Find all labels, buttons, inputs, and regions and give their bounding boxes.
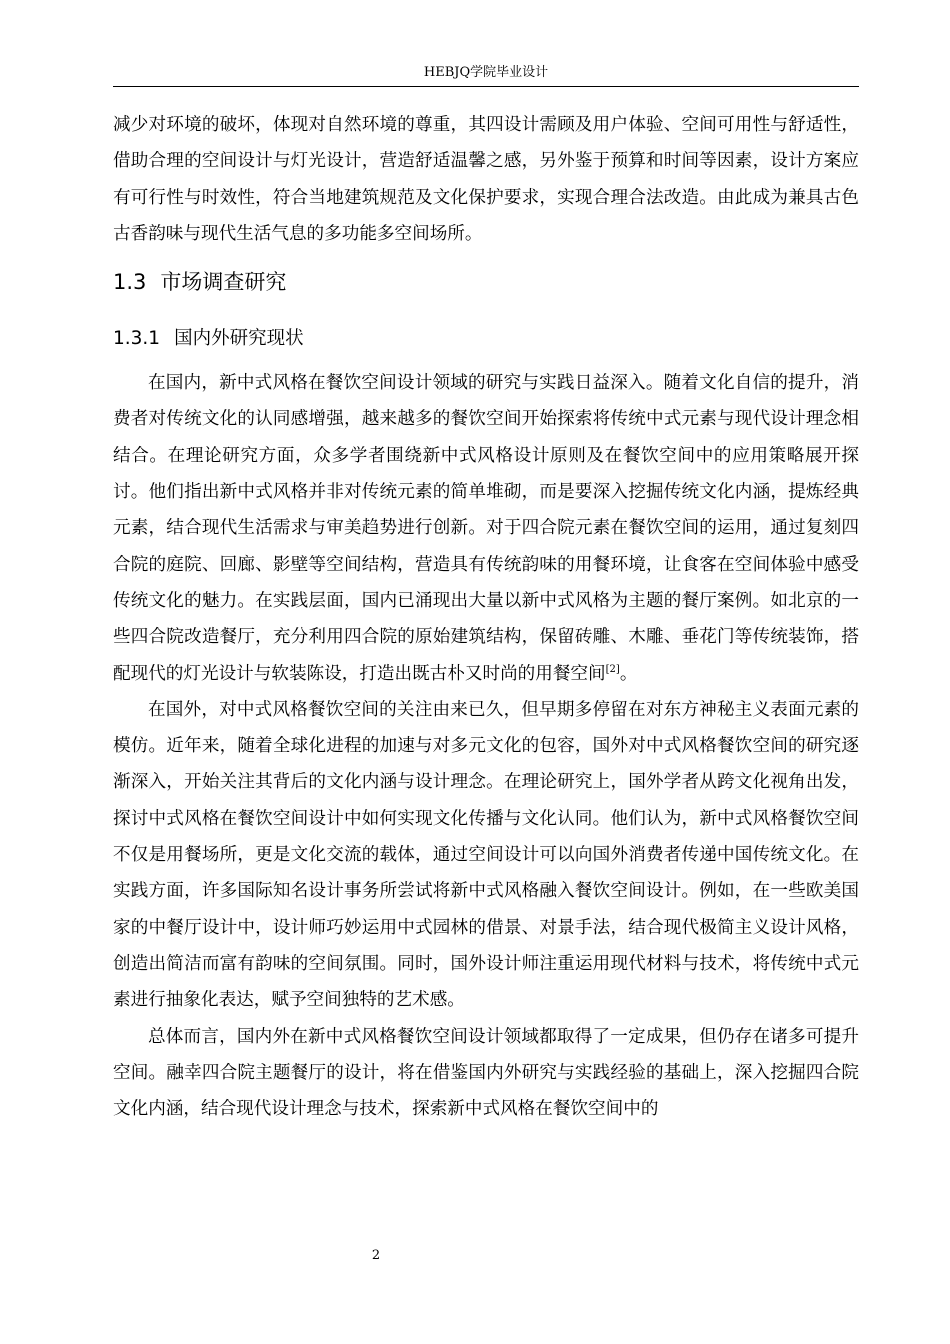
section-number: 1.3 — [113, 270, 147, 295]
subsection-title: 国内外研究现状 — [174, 328, 304, 350]
section-title: 市场调查研究 — [160, 270, 287, 295]
subsection-number: 1.3.1 — [113, 328, 161, 350]
paragraph-domestic — [113, 365, 859, 692]
section-heading-1-3 — [113, 264, 859, 309]
header-rule — [113, 86, 859, 87]
paragraph-domestic-end: 。 — [619, 663, 638, 684]
paragraph-summary: 总体而言，国内外在新中式风格餐饮空间设计领域都取得了一定成果，但仍存在诸多可提升空间。融幸四合院主题餐厅的设计，将在借鉴国内外研究与实践经验的基础上，深入挖掘四合院文化内涵，结合现代设计理念与技术，探索新中式风格在餐饮空间中的 — [113, 1026, 859, 1120]
body-text — [113, 107, 859, 1127]
subsection-heading-1-3-1 — [113, 321, 859, 365]
paragraph-continued: 减少对环境的破坏，体现对自然环境的尊重，其四设计需顾及用户体验、空间可用性与舒适性，借助合理的空间设计与灯光设计，营造舒适温馨之感，另外鉴于预算和时间等因素，设计方案应有可行性与时效性，符合当地建筑规范及文化保护要求，实现合理合法改造。由此成为兼具古色古香韵味与现代生活气息的多功能多空间场所。 — [113, 115, 859, 244]
paragraph-foreign: 在国外，对中式风格餐饮空间的关注由来已久，但早期多停留在对东方神秘主义表面元素的模仿。近年来，随着全球化进程的加速与对多元文化的包容，国外对中式风格餐饮空间的研究逐渐深入，开始关注其背后的文化内涵与设计理念。在理论研究上，国外学者从跨文化视角出发，探讨中式风格在餐饮空间设计中如何实现文化传播与文化认同。他们认为，新中式风格餐饮空间不仅是用餐场所，更是文化交流的载体，通过空间设计可以向国外消费者传递中国传统文化。在实践方面，许多国际知名设计事务所尝试将新中式风格融入餐饮空间设计。例如，在一些欧美国家的中餐厅设计中，设计师巧妙运用中式园林的借景、对景手法，结合现代极简主义设计风格，创造出简洁而富有韵味的空间氛围。同时，国外设计师注重运用现代材料与技术，将传统中式元素进行抽象化表达，赋予空间独特的艺术感。 — [113, 699, 859, 1011]
citation-marker: [2] — [605, 663, 620, 675]
running-header: HEBJQ学院毕业设计 — [423, 65, 549, 80]
paragraph-domestic-text: 在国内，新中式风格在餐饮空间设计领域的研究与实践日益深入。随着文化自信的提升，消费者对传统文化的认同感增强，越来越多的餐饮空间开始探索将传统中式元素与现代设计理念相结合。在理论研究方面，众多学者围绕新中式风格设计原则及在餐饮空间中的应用策略展开探讨。他们指出新中式风格并非对传统元素的简单堆砌，而是要深入挖掘传统文化内涵，提炼经典元素，结合现代生活需求与审美趋势进行创新。对于四合院元素在餐饮空间的运用，通过复刻四合院的庭院、回廊、影壁等空间结构，营造具有传统韵味的用餐环境，让食客在空间体验中感受传统文化的魅力。在实践层面，国内已涌现出大量以新中式风格为主题的餐厅案例。如北京的一些四合院改造餐厅，充分利用四合院的原始建筑结构，保留砖雕、木雕、垂花门等传统装饰，搭配现代的灯光设计与软装陈设，打造出既古朴又时尚的用餐空间 — [113, 373, 859, 684]
page-number: 2 — [371, 1248, 381, 1263]
